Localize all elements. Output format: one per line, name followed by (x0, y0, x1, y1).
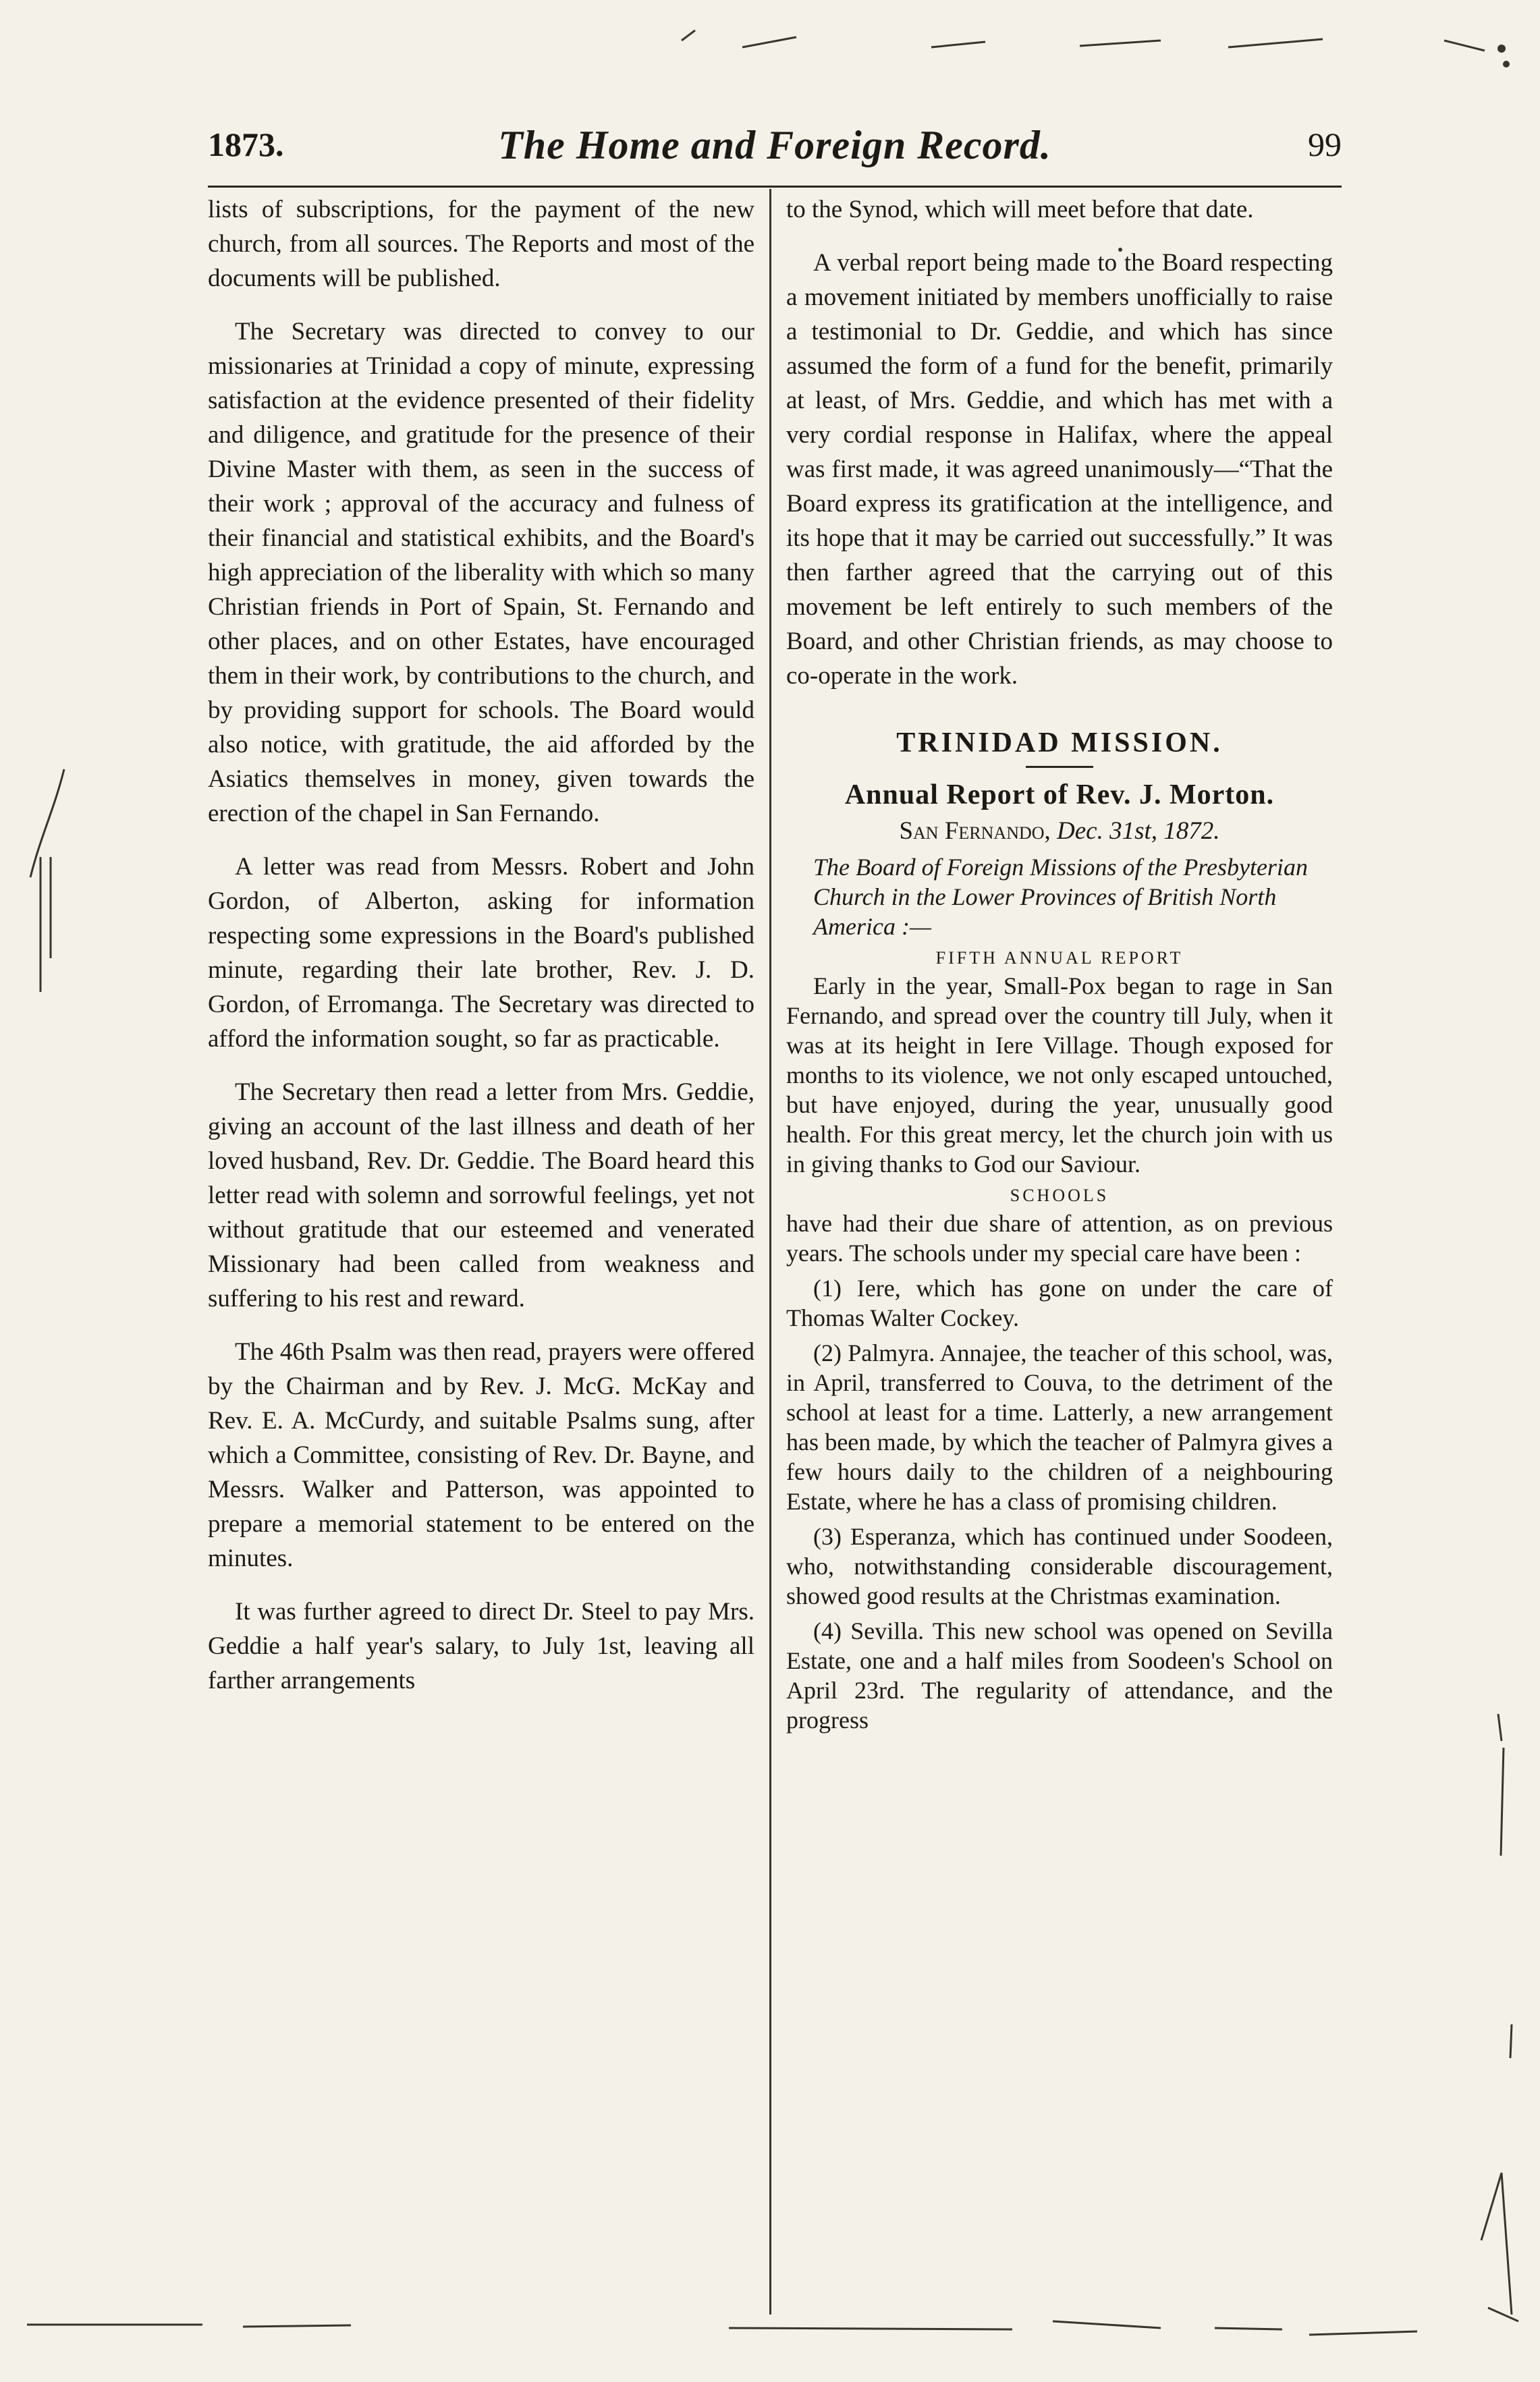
page-number: 99 (1308, 126, 1342, 163)
paragraph-psalm: The 46th Psalm was then read, prayers were offered by the Chairman and by Rev. J. McG. McKay and Rev. E. A. McCurdy, and suitable Psalms sung, after which a Committee, consisting of Rev. Dr. Bayne, and Messrs. Walker and Patterson, was appointed to prepare a memorial statement to be entered on the minutes. (208, 1338, 754, 1572)
dateline-date: Dec. 31st, 1872. (1057, 817, 1220, 845)
paragraph-synod: to the Synod, which will meet before that date. (786, 196, 1254, 223)
paragraph-school-iere: (1) Iere, which has gone on under the care of Thomas Walter Cockey. (786, 1275, 1333, 1331)
schools-heading: SCHOOLS (1010, 1186, 1109, 1205)
dateline-place: San Fernando, (899, 817, 1051, 845)
paragraph-salary: It was further agreed to direct Dr. Steel to pay Mrs. Geddie a half year's salary, to July 1st, leaving all farther arrangements (208, 1598, 754, 1694)
section-rule (1026, 766, 1093, 768)
header-year: 1873. (208, 126, 284, 163)
column-divider (769, 189, 771, 2315)
paragraph-school-palmyra: (2) Palmyra. Annajee, the teacher of this school, was, in April, transferred to Couva, to the detriment of the school at least for a time. Latterly, a new arrangement has been made, by which the teacher of Palmyra gives a few hours daily to the children of a neighbouring Estate, where he has a class of promising children. (786, 1339, 1333, 1515)
left-column (208, 192, 754, 1717)
paragraph-subscriptions: lists of subscriptions, for the payment of the new church, from all sources. The Reports and most of the documents will be published. (208, 196, 754, 292)
paragraph-smallpox: Early in the year, Small-Pox began to rage in San Fernando, and spread over the country till July, when it was at its height in Iere Village. Though exposed for months to its violence, we not only escaped untouched, but have enjoyed, during the year, unusually good health. For this great mercy, let the church join with us in giving thanks to God our Saviour. (786, 972, 1333, 1178)
dateline (786, 816, 1333, 846)
paragraph-gordon-letter: A letter was read from Messrs. Robert and John Gordon, of Alberton, asking for information respecting some expressions in the Board's published minute, regarding their late brother, Rev. J. D. Gordon, of Erromanga. The Secretary was directed to afford the information sought, so far as practicable. (208, 853, 754, 1053)
paragraph-secretary-trinidad: The Secretary was directed to convey to our missionaries at Trinidad a copy of minute, expressing satisfaction at the evidence presented of their fidelity and diligence, and gratitude for the presence of their Divine Master with them, as seen in the success of their work ; approval of the accuracy and fulness of their financial and statistical exhibits, and the Board's high appreciation of the liberality with which so many Christian friends in Port of Spain, St. Fernando and other places, and on other Estates, have encouraged them in their work, by contributions to the church, and by providing support for schools. The Board would also notice, with gratitude, the aid afforded by the Asiatics themselves in money, given towards the erection of the chapel in San Fernando. (208, 318, 754, 827)
header-title: The Home and Foreign Record. (498, 123, 1051, 167)
header-rule (208, 186, 1342, 188)
page-header (208, 125, 1342, 179)
paragraph-school-sevilla: (4) Sevilla. This new school was opened on Sevilla Estate, one and a half miles from Soodeen's School on April 23rd. The regularity of attendance, and the progress (786, 1617, 1333, 1734)
report-title: Annual Report of Rev. J. Morton. (844, 779, 1275, 810)
paragraph-geddie-letter: The Secretary then read a letter from Mrs. Geddie, giving an account of the last illness and death of her loved husband, Rev. Dr. Geddie. The Board heard this letter read with solemn and sorrowful feelings, yet not without gratitude that our esteemed and venerated Missionary had been called from weakness and suffering to his rest and reward. (208, 1078, 754, 1312)
fifth-report-heading: FIFTH ANNUAL REPORT (935, 948, 1184, 968)
paragraph-school-esperanza: (3) Esperanza, which has continued under Soodeen, who, notwithstanding considerable discouragement, showed good results at the Christmas examination. (786, 1523, 1333, 1609)
paragraph-testimonial: A verbal report being made to the Board respecting a movement initiated by members unofficially to raise a testimonial to Dr. Geddie, and which has since assumed the form of a fund for the benefit, primarily at least, of Mrs. Geddie, and which has met with a very cordial response in Halifax, where the appeal was first made, it was agreed unanimously—“That the Board express its gratification at the intelligence, and its hope that it may be carried out successfully.” It was then farther agreed that the carrying out of this movement be left entirely to such members of the Board, and other Christian friends, as may choose to co-operate in the work. (786, 249, 1333, 690)
right-column (786, 192, 1333, 1740)
section-title: TRINIDAD MISSION. (896, 727, 1223, 758)
report-address: The Board of Foreign Missions of the Presbyterian Church in the Lower Provinces of British North America :— (813, 854, 1308, 940)
paragraph-schools-intro: have had their due share of attention, as on previous years. The schools under my special care have been : (786, 1210, 1333, 1267)
